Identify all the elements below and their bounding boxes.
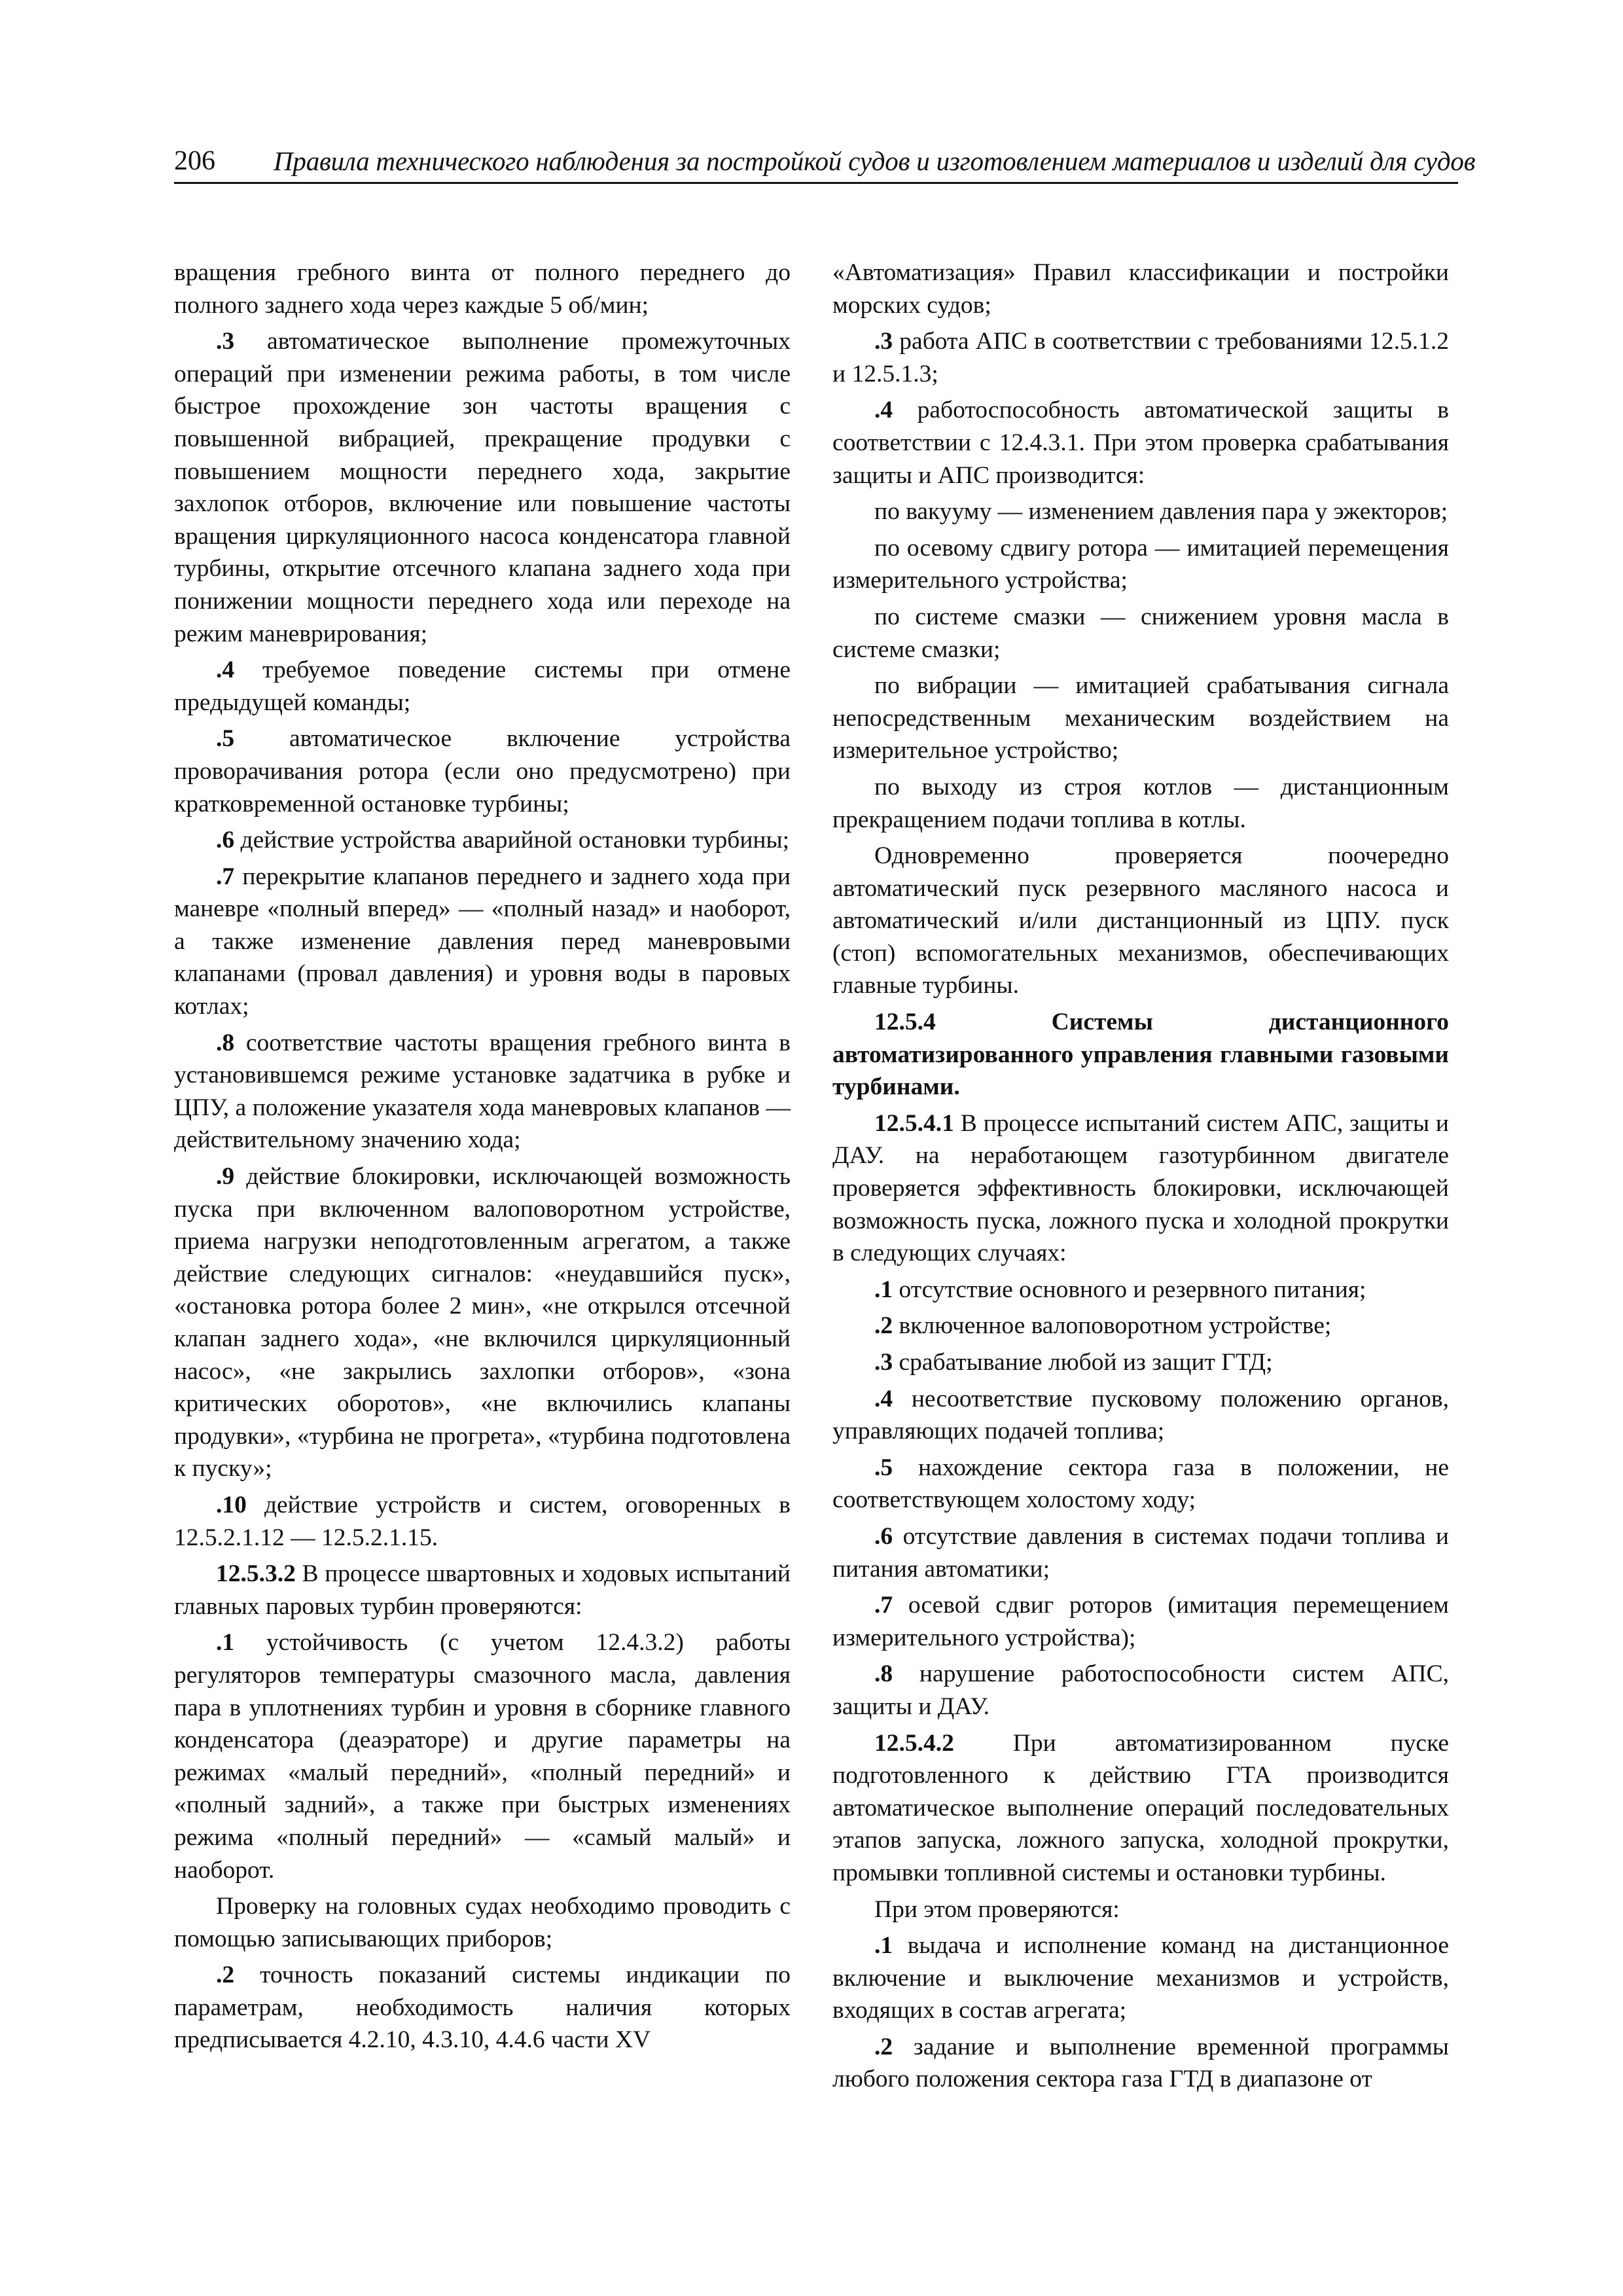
paragraph-text: В процессе швартовных и ходовых испытаний главных паровых турбин проверяются: bbox=[174, 1560, 791, 1620]
paragraph bbox=[832, 1520, 1449, 1585]
paragraph-number: .10 bbox=[216, 1491, 247, 1518]
paragraph-number: .6 bbox=[216, 827, 235, 854]
paragraph-text: выдача и исполнение команд на дистанционное включение и выключение механизмов и устройств, входящих в состав агрегата; bbox=[832, 1932, 1449, 2024]
paragraph-text: точность показаний системы индикации по параметрам, необходимость наличия которых предписывается 4.2.10, 4.3.10, 4.4.6 части XV bbox=[174, 1962, 791, 2054]
paragraph bbox=[832, 840, 1449, 1002]
paragraph bbox=[174, 1959, 791, 2056]
paragraph bbox=[174, 1890, 791, 1955]
paragraph-text: по осевому сдвигу ротора — имитацией перемещения измерительного устройства; bbox=[832, 534, 1449, 594]
paragraph bbox=[832, 670, 1449, 767]
paragraph-text: нарушение работоспособности систем АПС, защиты и ДАУ. bbox=[832, 1660, 1449, 1720]
paragraph-number: .2 bbox=[874, 2033, 893, 2060]
paragraph bbox=[832, 1589, 1449, 1654]
paragraph bbox=[832, 495, 1449, 528]
paragraph-text: задание и выполнение временной программы любого положения сектора газа ГТД в диапазоне от bbox=[832, 2033, 1449, 2093]
paragraph-number: .1 bbox=[874, 1276, 893, 1303]
paragraph-number: .5 bbox=[874, 1454, 893, 1481]
page-header bbox=[174, 143, 1476, 184]
paragraph-text: действие устройства аварийной остановки турбины; bbox=[234, 827, 790, 854]
paragraph-text: нахождение сектора газа в положении, не соответствующем холостому ходу; bbox=[832, 1454, 1449, 1514]
paragraph-text: по системе смазки — снижением уровня масла в системе смазки; bbox=[832, 603, 1449, 663]
paragraph-number: .7 bbox=[216, 863, 235, 890]
running-title: Правила технического наблюдения за постройкой судов и изготовлением материалов и изделий для судов bbox=[274, 146, 1476, 176]
paragraph-number: .1 bbox=[216, 1629, 235, 1657]
paragraph-text: действие устройств и систем, оговоренных в 12.5.2.1.12 — 12.5.2.1.15. bbox=[174, 1491, 791, 1551]
paragraph bbox=[832, 771, 1449, 836]
paragraph bbox=[832, 1383, 1449, 1448]
paragraph bbox=[174, 1558, 791, 1623]
paragraph-text: включенное валоповоротном устройстве; bbox=[893, 1312, 1332, 1340]
paragraph-text: требуемое поведение системы при отмене предыдущей команды; bbox=[174, 656, 791, 716]
paragraph-number: 12.5.4.1 bbox=[874, 1109, 954, 1137]
paragraph bbox=[832, 1452, 1449, 1516]
paragraph-number: .3 bbox=[874, 328, 893, 355]
paragraph-number: .3 bbox=[874, 1349, 893, 1376]
paragraph-text: осевой сдвиг роторов (имитация перемещением измерительного устройства); bbox=[832, 1592, 1449, 1651]
paragraph-text: Проверку на головных судах необходимо проводить с помощью записывающих приборов; bbox=[174, 1893, 791, 1952]
paragraph-number: .7 bbox=[874, 1592, 893, 1619]
paragraph bbox=[832, 1274, 1449, 1306]
paragraph-text: вращения гребного винта от полного переднего до полного заднего хода через каждые 5 об/мин; bbox=[174, 259, 791, 319]
paragraph-text: «Автоматизация» Правил классификации и постройки морских судов; bbox=[832, 259, 1449, 319]
paragraph-text: автоматическое включение устройства проворачивания ротора (если оно предусмотрено) при кратковременной остановке турбины; bbox=[174, 725, 791, 817]
paragraph bbox=[174, 1027, 791, 1157]
paragraph-number: .2 bbox=[216, 1962, 235, 1989]
paragraph bbox=[832, 394, 1449, 492]
paragraph-number: 12.5.4.2 bbox=[874, 1729, 954, 1757]
page-number: 206 bbox=[174, 146, 215, 176]
paragraph-number: .9 bbox=[216, 1163, 235, 1191]
paragraph-text: несоответствие пусковому положению органов, управляющих подачей топлива; bbox=[832, 1385, 1449, 1445]
paragraph-number: 12.5.3.2 bbox=[216, 1560, 296, 1588]
paragraph bbox=[174, 325, 791, 650]
paragraph bbox=[174, 654, 791, 719]
paragraph-text: по выходу из строя котлов — дистанционным прекращением подачи топлива в котлы. bbox=[832, 773, 1449, 833]
paragraph-text: работа АПС в соответствии с требованиями 12.5.1.2 и 12.5.1.3; bbox=[832, 328, 1449, 387]
paragraph-text: отсутствие давления в системах подачи топлива и питания автоматики; bbox=[832, 1522, 1449, 1583]
paragraph-number: 12.5.4 bbox=[874, 1009, 936, 1036]
paragraph-text: действие блокировки, исключающей возможность пуска при включенном валоповоротном устройстве, приема нагрузки неподготовленным агрегатом, а также действие следующих сигналов: «неудавшийся пуск», «остановка ротора более 2 мин», «не открылся отсечной клапан заднего хода», «не включился циркуляционный насос», «не закрылись захлопки отборов», «зона критических оборотов», «не включились клапаны продувки», «турбина не прогрета», «турбина подготовлена к пуску»; bbox=[174, 1163, 791, 1482]
paragraph bbox=[174, 723, 791, 820]
paragraph-text: по вакууму — изменением давления пара у эжекторов; bbox=[874, 498, 1448, 526]
section-heading bbox=[832, 1006, 1449, 1103]
paragraph bbox=[174, 861, 791, 1023]
paragraph bbox=[174, 1160, 791, 1485]
paragraph-text: работоспособность автоматической защиты в соответствии с 12.4.3.1. При этом проверка срабатывания защиты и АПС производится: bbox=[832, 397, 1449, 489]
paragraph-number: .1 bbox=[874, 1932, 893, 1960]
paragraph bbox=[832, 532, 1449, 597]
paragraph-number: .4 bbox=[874, 1385, 893, 1412]
paragraph-text: перекрытие клапанов переднего и заднего хода при маневре «полный вперед» — «полный назад» и наоборот, а также изменение давления перед маневровыми клапанами (провал давления) и уровня воды в паровых котлах; bbox=[174, 863, 791, 1020]
paragraph bbox=[832, 1346, 1449, 1379]
paragraph-number: .4 bbox=[874, 397, 893, 424]
paragraph bbox=[832, 1658, 1449, 1723]
paragraph bbox=[174, 257, 791, 321]
paragraph-text: При этом проверяются: bbox=[874, 1895, 1120, 1923]
paragraph-text: Одновременно проверяется поочередно автоматический пуск резервного масляного насоса и автоматический и/или дистанционный из ЦПУ. пуск (стоп) вспомогательных механизмов, обеспечивающих главные турбины. bbox=[832, 842, 1449, 999]
paragraph-number: .8 bbox=[216, 1029, 235, 1056]
paragraph-text: автоматическое выполнение промежуточных операций при изменении режима работы, в том числе быстрое прохождение зон частоты вращения с повышенной вибрацией, прекращение продувки с повышением мощности переднего хода, закрытие захлопок отборов, включение или повышение частоты вращения циркуляционного насоса конденсатора главной турбины, открытие отсечного клапана заднего хода при понижении мощности переднего хода или переходе на режим маневрирования; bbox=[174, 328, 791, 647]
paragraph-text: В процессе испытаний систем АПС, защиты и ДАУ. на неработающем газотурбинном двигателе проверяется эффективность блокировки, исключающей возможность пуска, ложного пуска и холодной прокрутки в следующих случаях: bbox=[832, 1109, 1449, 1267]
paragraph-number: .8 bbox=[874, 1660, 893, 1688]
right-column bbox=[832, 257, 1449, 2096]
paragraph bbox=[832, 601, 1449, 666]
paragraph bbox=[832, 325, 1449, 390]
paragraph bbox=[832, 1893, 1449, 1926]
paragraph-number: .4 bbox=[216, 656, 235, 684]
paragraph bbox=[832, 1107, 1449, 1270]
paragraph bbox=[832, 2031, 1449, 2096]
paragraph bbox=[174, 1489, 791, 1554]
paragraph-text: срабатывание любой из защит ГТД; bbox=[893, 1349, 1273, 1376]
paragraph bbox=[832, 1727, 1449, 1890]
paragraph-number: .3 bbox=[216, 328, 235, 355]
paragraph-text: устойчивость (с учетом 12.4.3.2) работы регуляторов температуры смазочного масла, давления пара в уплотнениях турбин и уровня в сборнике главного конденсатора (деаэраторе) и другие параметры на режимах «малый передний», «полный передний» и «полный задний», а также при быстрых изменениях режима «полный передний» — «самый малый» и наоборот. bbox=[174, 1629, 791, 1884]
paragraph-text: При автоматизированном пуске подготовленного к действию ГТА производится автоматическое выполнение операций последовательных этапов запуска, ложного запуска, холодной прокрутки, промывки топливной системы и остановки турбины. bbox=[832, 1729, 1449, 1886]
paragraph-number: .6 bbox=[874, 1522, 893, 1550]
paragraph-text: соответствие частоты вращения гребного винта в установившемся режиме установке задатчика в рубке и ЦПУ, а положение указателя хода маневровых клапанов — действительному значению хода; bbox=[174, 1029, 791, 1154]
paragraph bbox=[174, 1626, 791, 1886]
left-column bbox=[174, 257, 791, 2056]
paragraph bbox=[174, 824, 791, 857]
paragraph-text: по вибрации — имитацией срабатывания сигнала непосредственным механическим воздействием на измерительное устройство; bbox=[832, 672, 1449, 764]
paragraph bbox=[832, 257, 1449, 321]
paragraph-number: .5 bbox=[216, 725, 235, 753]
paragraph bbox=[832, 1310, 1449, 1342]
paragraph-text: отсутствие основного и резервного питания; bbox=[893, 1276, 1366, 1303]
paragraph-number: .2 bbox=[874, 1312, 893, 1340]
paragraph-text: Системы дистанционного автоматизированного управления главными газовыми турбинами. bbox=[832, 1009, 1449, 1101]
paragraph bbox=[832, 1929, 1449, 2027]
